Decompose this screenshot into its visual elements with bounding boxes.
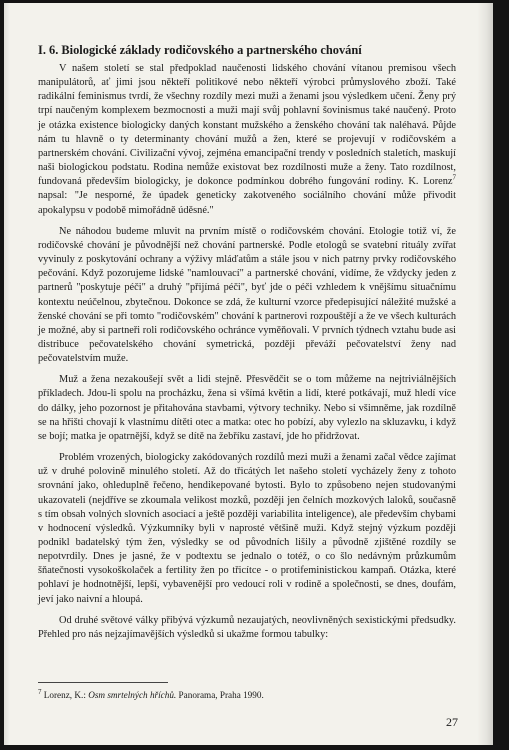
book-page [4,3,493,745]
paragraph-1-text: V našem století se stal předpoklad naučenosti lidského chování vítanou premisou všech manipulátorů, ať jimi jsou někteří politikové nebo někteří výrobci průmyslového zboží. Také radikální feminismus tvrdí, že všechny rozdíly mezi muži a ženami jsou výsledkem učení. Ženy prý trpí naučeným komplexem bezmocnosti a muži mají svůj pohlavní šovinismus také naučený. Proto je otázka existence biologicky daných konstant mužského a ženského chování tak naléhavá. Půjde nám tu hlavně o ty determinanty chování mužů a žen, které se projevují v rodičovském a partnerském chování. Civilizační vývoj, zejména emancipační trendy v posledních staletích, maskují naši biologickou podstatu. Rodina nemůže existovat bez rozdílnosti muže a ženy. Tato rozdílnost, fundovaná především biologicky, je dokonce podmínkou dobrého fungování rodiny. K. Lorenz [38,63,456,188]
paragraph-4: Problém vrozených, biologicky zakódovaných rozdílů mezi muži a ženami začal vědce zajímat už v druhé polovině minulého století. Až do třicátých let našeho století vycházely ženy z tohoto srovnání jako, ohleduplně řečeno, hendikepované bytosti. Bylo to způsobeno nejen studovanými ukazovateli (nejdříve se zkoumala velikost mozků, později jen čelních mozkových laloků, současně s tím obsah volných slovních asociací a ještě později variabilita inteligence), ale především chybami v hodnocení výsledků. Výzkumníky byli v naprosté většině muži. Když stejný výzkum později podnikl badatelský tým žen, výsledky se od původních lišily a původně zjištěné rozdíly se nepotvrdily. Dnes je jasné, že v podtextu se jednalo o totéž, o co šlo nedávným průzkumům šňatečnosti vysokoškolaček a fertility žen po třicítce - o protifeministickou kampaň. Otázka, které pohlaví je hodnotnější, lepší, vybavenější pro vedoucí roli v rodině a společnosti, se dnes, doufám, jeví jako naivní a hloupá. [38,452,456,605]
footnote-title: Osm smrtelných hříchů. [88,690,177,700]
section-heading: I. 6. Biologické základy rodičovského a partnerského chování [38,43,362,57]
paragraph-1-text-continued: napsal: "Je nesporné, že úpadek geneticky zakotveného sociálního chování může přivodit apokalypsu v podobě mimořádně úděsné." [38,190,456,216]
footnote-author: Lorenz, K.: [43,690,89,700]
page-edge-shadow [477,3,493,745]
page-gutter-shadow [4,3,10,745]
page-body [38,43,456,642]
paragraph-2: Ne náhodou budeme mluvit na prvním místě o rodičovském chování. Etologie totiž ví, že rodičovské chování je původnější než chování partnerské. Podle etologů se svatební rituály zvířat vyvinuly z poskytování ochrany a výživy mláďatům a stále jsou v nich patrny prvky rodičovského pečování. Když pozorujeme lidské "namlouvací" a partnerské chování, vidíme, že vždycky jeden z partnerů "poskytuje péči" a druhý "přijímá péči", byť jde o péči vzhledem k vnějšímu situačnímu kontextu neúčelnou, zbytečnou. Dokonce se zdá, že kulturní vzorce předepisující náležité mužské a ženské chování se při tomto "rodičovském" chování k partnerovi rozpouštějí a že ve všech kulturách je možné, aby si partneři roli rodičovského ochránce vyměňovali. V prvních týdnech vztahu bude asi distribuce pečovatelského chování symetrická, později převáží pečovatelství ženy nad pečovatelstvím muže. [38,225,456,365]
page-number: 27 [446,715,458,729]
paragraph-1 [38,62,456,218]
footnote-number: 7 [38,687,42,696]
paragraph-5: Od druhé světové války přibývá výzkumů nezaujatých, neovlivněných sexistickými předsudky. Přehled pro nás nejzajímavějších výsledků si ukažme formou tabulky: [38,614,456,640]
footnote-reference: 7 [452,173,456,182]
footnote [38,689,456,701]
footnote-publisher: Panorama, Praha 1990. [176,690,264,700]
paragraph-3: Muž a žena nezakoušejí svět a lidi stejně. Přesvědčit se o tom můžeme na nejtriviálnějších příkladech. Jdou-li spolu na procházku, žena si všímá květin a lidí, které potkávají, muž hledí více do dálky, jeho pozornost je přitahována stavbami, výtvory techniky. Nebo si všimněme, jak rozdílně se na hřišti chovají k vlastnímu dítěti otec a matka: otec ho pobízí, aby vylezlo na skluzavku, i když se bojí; matka je opatrnější, když se dítě na žebříku zastaví, jde ho přidržovat. [38,374,456,442]
footnote-divider [38,682,168,683]
